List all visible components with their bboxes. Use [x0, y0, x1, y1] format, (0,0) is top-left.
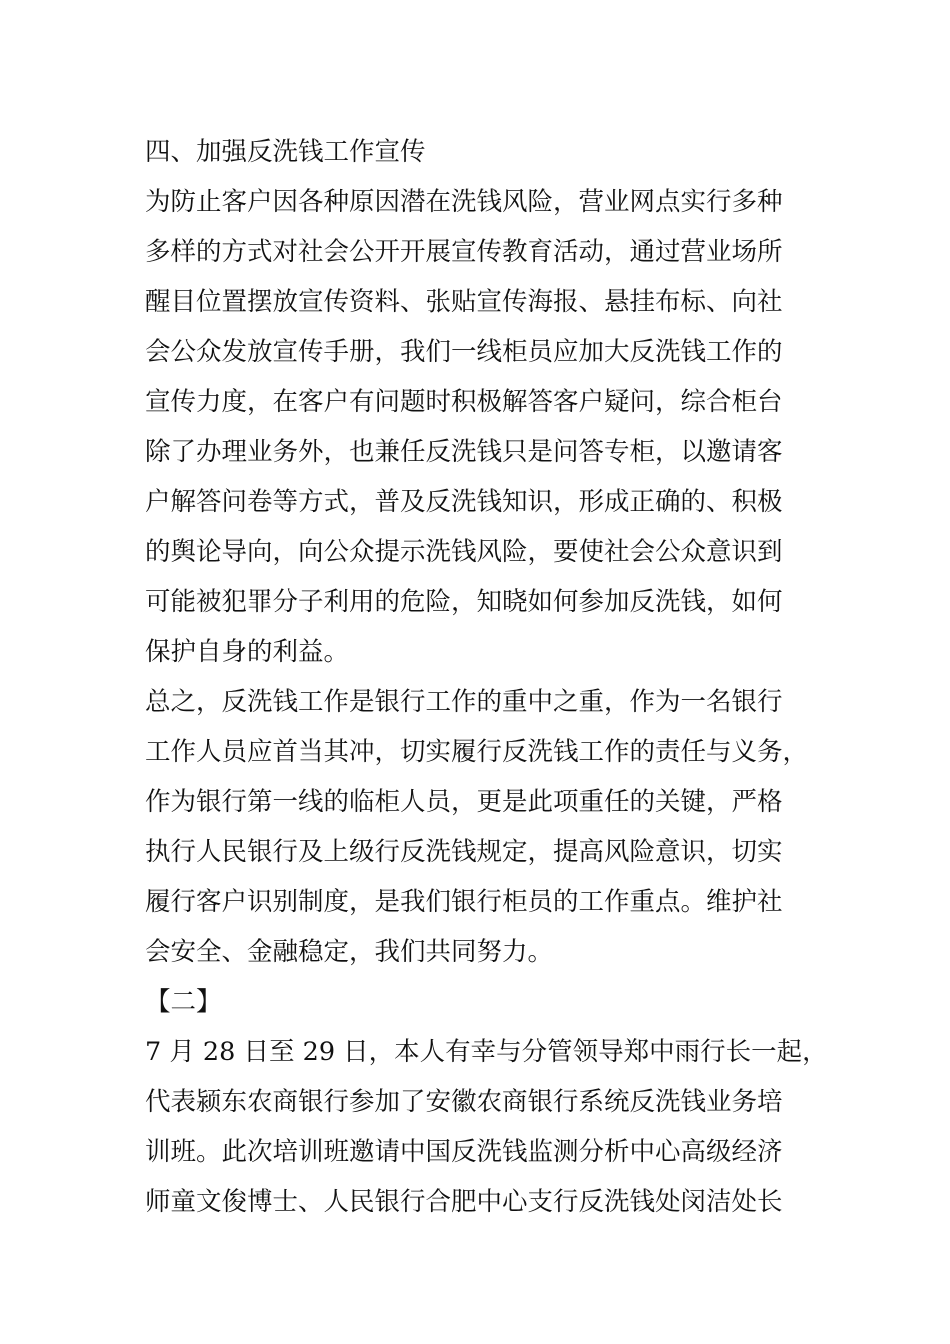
text-line: 可能被犯罪分子利用的危险，知晓如何参加反洗钱，如何	[145, 587, 783, 617]
text-line: 7 月 28 日至 29 日，本人有幸与分管领导郑中雨行长一起，	[145, 1037, 828, 1067]
text-line: 履行客户识别制度，是我们银行柜员的工作重点。维护社	[145, 887, 783, 917]
text-line: 训班。此次培训班邀请中国反洗钱监测分析中心高级经济	[145, 1137, 783, 1167]
section-heading: 四、加强反洗钱工作宣传	[145, 137, 426, 167]
paragraph-publicity	[145, 177, 815, 677]
text-line: 工作人员应首当其冲，切实履行反洗钱工作的责任与义务，	[145, 737, 809, 767]
text-line: 宣传力度，在客户有问题时积极解答客户疑问，综合柜台	[145, 387, 783, 417]
text-line: 保护自身的利益。	[145, 637, 350, 667]
text-line: 多样的方式对社会公开开展宣传教育活动，通过营业场所	[145, 237, 783, 267]
paragraph-conclusion	[145, 677, 815, 977]
section-marker: 【二】	[145, 987, 222, 1017]
document-body	[145, 127, 828, 1227]
text-line: 除了办理业务外，也兼任反洗钱只是问答专柜，以邀请客	[145, 437, 783, 467]
text-line: 会公众发放宣传手册，我们一线柜员应加大反洗钱工作的	[145, 337, 783, 367]
text-line: 总之，反洗钱工作是银行工作的重中之重，作为一名银行	[145, 687, 783, 717]
text-line: 作为银行第一线的临柜人员，更是此项重任的关键，严格	[145, 787, 783, 817]
text-line: 执行人民银行及上级行反洗钱规定，提高风险意识，切实	[145, 837, 783, 867]
text-line: 师童文俊博士、人民银行合肥中心支行反洗钱处闵洁处长	[145, 1187, 783, 1217]
text-line: 醒目位置摆放宣传资料、张贴宣传海报、悬挂布标、向社	[145, 287, 783, 317]
text-line: 的舆论导向，向公众提示洗钱风险，要使社会公众意识到	[145, 537, 783, 567]
paragraph-training	[145, 1027, 828, 1227]
text-line: 代表颍东农商银行参加了安徽农商银行系统反洗钱业务培	[145, 1087, 783, 1117]
text-line: 会安全、金融稳定，我们共同努力。	[145, 937, 554, 967]
text-line: 为防止客户因各种原因潜在洗钱风险，营业网点实行多种	[145, 187, 783, 217]
text-line: 户解答问卷等方式，普及反洗钱知识，形成正确的、积极	[145, 487, 783, 517]
